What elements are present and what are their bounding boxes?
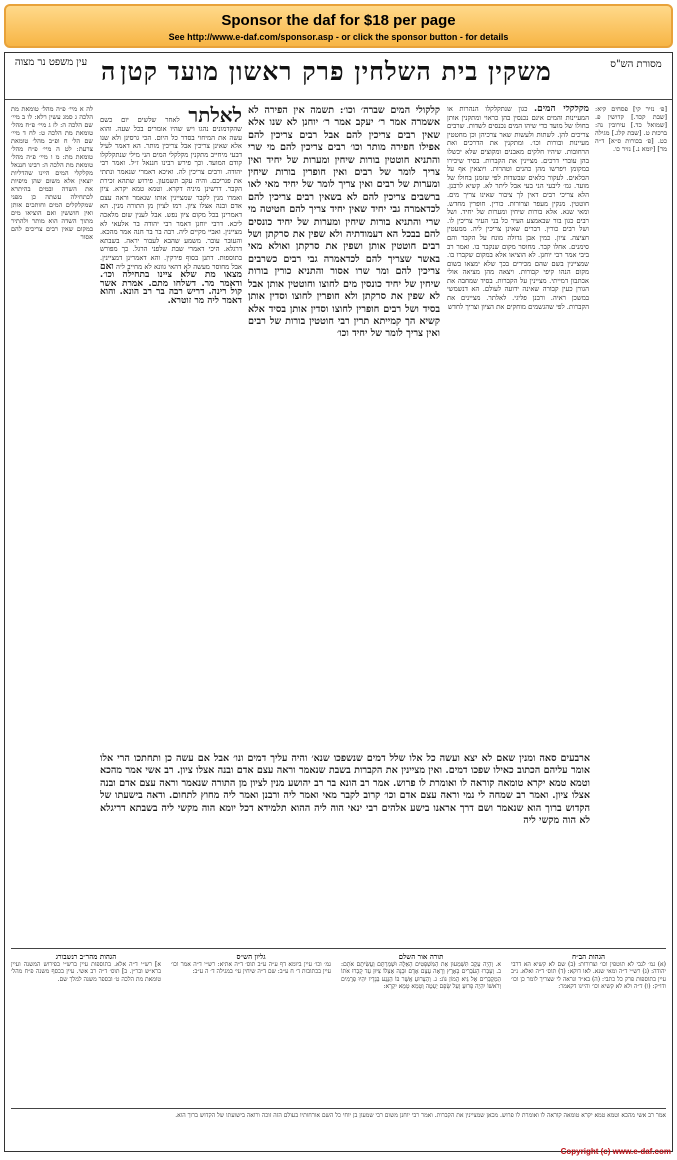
talmud-page — [4, 52, 673, 1152]
gilyon-column — [171, 953, 331, 976]
gemara-end-text: ודאה בישעתו של הקדוש ברוך הוא שנאמר ושם דרך אראנו בישע אלהים רבי ינאי הוה ליה ההוא תלמידא דכל יומא הוה מקשי ליה בשבתא דריגלא לא הוה מקשי ליה — [100, 790, 590, 827]
copyright-link[interactable]: Copyright (c) www.e-daf.com — [560, 1147, 671, 1156]
masoret-hashas-column: [פ׳ נזיר קי] פסחים קיא: [שבת קכד.] קדושין פ. [שמואל כד.] עירובין נה: ברכות ט. [שבת קלג.] מגילה כט. [פ׳ בכורות ס״א] ד״ה מר] [יומא נ.] נזיר כו. — [595, 105, 667, 153]
torah-or-column — [341, 953, 501, 991]
tosafot-column — [100, 105, 242, 745]
haga-bach-heading: הגהות הב״ח — [571, 953, 606, 961]
page-title: משקין בית השלחין פרק ראשון מועד קטן — [120, 57, 552, 86]
gemara-wide-text: ארבעים סאה ומנין שאם לא יצא ועשה כל אלו שלל דמים שנשפכו שנא׳ והיה עליך דמים ונו׳ אבל אם עשה כן ותחתכו הרי אלו אומר עליהם הכתוב כאילו שפכו דמים. ואין מציינין את הקברות בשבת שנאמר וראה עצם אדם ובנה אצלו ציון. רב אשי אמר מהכא וטמא טמא יקרא טומאה קוראה לו ואומרת לו פרוש. אמר רב הונא בר רב יהושע מנין לציון מן התורה שנאמר וראה עצם אדם ובנה אצלו ציון. ואמר רב שמחה לי נמי וראה עצם אדם וכו׳ קרוב לקבר מאי ואמר ליה ורבנן ואמר ליה מחוץ לתחום. — [100, 753, 590, 802]
tosafot-text: לאחר שלשים יום כשם שהקדמונים נהגו ויש שהיו אומרים בכל שעה. והוא עשה את המיחוי בסדר כל היום. הכי גרסינן ולא שנו אלא שאינן צריכין אבל צריכין מותר. הא דאמר לעיל דבעי מיחייב מתקנין מקלקלי המים הני מילי שנתקלקלו קודם המועד. וכך פירש רבינו חננאל ז״ל. ואמר רבי יהודה. ורבים צריכין לה. ואיכא דאמרי שנאמר ונתתי את פגריכם. והיה עקב תשמעון. פירוש שתהא זכירת הקבר. דרשינן מיניה דקרא. וטמא טמא יקרא. ציון ואמרו מנין לקבר שמציינין אותו שנאמר וראה עצם אדם ובנה אצלו ציון. רמז לציון מן התורה מנין. הא דאמרינן בכל מקום ציון נפש. אבל לענין שום מלאכה ליכא. דרבי יוחנן דאמר רבי יהודה בר אלעאי לא מציינין. ואביי מקיים ליה. רבה בר בר חנה אמר מהכא. והעובר עובר. משמע שהבא לעבור יראה. בשבתא דרגלא. היכי דאמרי שבת שלפני הרגל. כך מפורש בתוספות. דתנן בסוף פירקין. והא דאמרינן דמציינין. אבל מחוסר מעשה לא דהאי גוונא לא מחייב ליה — [100, 116, 242, 271]
footer-notes — [11, 1108, 666, 1149]
page-header — [5, 53, 672, 100]
sponsor-banner-title[interactable]: Sponsor the daf for $18 per page — [221, 12, 456, 29]
gemara-wide-section — [100, 753, 590, 943]
torah-or-text: א. וְהָיָה עֵקֶב תִּשְׁמְעוּן אֵת הַמִּשְׁפָּטִים הָאֵלֶּה וּשְׁמַרְתֶּם וַעֲשִׂיתֶם אֹתָם: ב. וְעָבְרוּ הָעֹבְרִים בָּאָרֶץ וְרָאָה עֶצֶם אָדָם וּבָנָה אֶצְלוֹ צִיּוּן עַד קָבְרוּ אֹתוֹ הַמְקַבְּרִים אֶל גֵּיא הֲמוֹן גּוֹג: ג. וְהַצָּרוּעַ אֲשֶׁר בּוֹ הַנֶּגַע בְּגָדָיו יִהְיוּ פְרֻמִים וְרֹאשׁוֹ יִהְיֶה פָרוּעַ וְעַל שָׂפָם יַעְטֶה וְטָמֵא טָמֵא יִקְרָא: — [341, 960, 501, 991]
leaf-number: ה — [101, 57, 116, 86]
sponsor-banner-subtitle[interactable]: See http://www.e-daf.com/sponsor.asp - or click the sponsor button - for details — [168, 32, 509, 42]
haga-bach-text: (א) גמ׳ לגבי לא תוטפין וכו׳ וצרורות: (ב) שם לא קשיא הא דרבי יהודה: (ג) רש״י ד״ה ומאי שנא. לאו דוקא: (ד) תוס׳ ד״ה ואלא. נ״ב עיין בתוספות פרק כל כתבי: (ה) בא״ד ונראה לי שצריך לומר כן וכו׳ ודו״ק: (ו) ד״ה ולא לא קשיא וכו׳ והיינו דקאמר: — [511, 960, 666, 991]
rashi-text: כגון שנתקלקלו הנהרות או המעיינות והמים אינם נכנסין בהן כראוי ומתקנין אותן בחולו של מועד כדי שיהו המים נכנסים לשדות. שרבים צריכים להן. לשתות ולעשות שאר צרכיהן וכן מחטטין מעיינות ובורות וכו׳. ומתקנין את הדרכים ואת הרחובות. שיהיו חלקים מאבנים ומקוצים שלא יכשלו בהן עוברי דרכים. מציינין את הקברות. בסיד שיכירו במקומן ויפרשו מהן כהנים וטהרות. ויוצאין אף על הכלאים. לעקור כלאים שבשדות לפי שזמנן בחולו של מועד. גמ׳ ליבעי הני בעי אבל ליתר לא. קשיא לרבנן. הלא צריכי רבים דאין לך ציבור שאינו צריך מים. חוטטין. מנקין מעפר וצרורות. כורין. חופרין מחדש. ומאי שנא. אלא בורות שיחין ומערות של יחיד. ושל רבים כגון בור שבאמצע העיר כל בני העיר צריכין לו. ושל רבים כורין. דברים שאינן צריכין ליה. ממעטין חציצה. ציון. כמין אבן גדולה מונח על הקבר והם סימנים. אחלו קבר. מחוסר מקום שנקבר בו. ואמר רב ביבי אמר רבי יוחנן. לא הוציאו אלא במקום שקברו בו. שמציינין בשם שהם מכירים בכך שלא ימצאו בשום מקום הנהו קיפי קבורות. ויצאה מהן מציאה — [447, 105, 589, 277]
haga-mahrab-text: א] רש״י ד״ה אלא. בתוספות עיין ברש״י בפירוש המשנה ועיין ברא״ש ובר״ן. ב] תוס׳ ד״ה רב אשי. עיין בכסף משנה פ״ח מהל׳ טומאת מת הלכה ט׳ ובספר משנה למלך שם. — [11, 960, 161, 983]
gemara-opening: קלקולי המים שברה׳ וכו׳: — [339, 105, 440, 116]
haga-mahrab-heading: הגהות מהר״ב רנשבורג — [55, 953, 117, 961]
gilyon-text: גמ׳ וכו׳ עיין ביומא דף ע״ה ע״ב תוס׳ ד״ה אתיא: רש״י ד״ה אמר וכו׳ עיין בכתובות ד׳ ח ע״ב: שם ד״ה שיחין עי׳ במגילה ד׳ ה ע״ב: — [171, 960, 331, 976]
gilyon-heading: גליון הש״ס — [236, 953, 266, 961]
gemara-column — [248, 105, 440, 745]
haga-mahrab-column — [11, 953, 161, 983]
sponsor-banner[interactable] — [4, 4, 673, 48]
tosafot-tail: ואם מצאו מת שלא ציינו בתחילה וכו׳. ודאמר מר. דשלחו מתם. אמרת אשר קול רינה. דריש רבה בר רב הונא. והוא דאמר ליה מר זוטרא. — [100, 261, 242, 306]
ein-mishpat-column: לה א מיי׳ פ״ה מהל׳ טומאת מת הלכה ג סמג עשין רלא: לו ב מיי׳ שם הלכה ה: לז ג מיי׳ פ״ח מהל׳ טומאת מת הלכה ט: לח ד מיי׳ שם הל׳ ח ופ״ב מהל׳ טומאת צרעת: לט ה מיי׳ פ״ח מהל׳ טומאת מת: מ ו מיי׳ פ״ה מהל׳ טומאת מת הלכה ה: רבינו חננאל מקלקלי המים היינו שהדליות יוצאין אלא משום שהן מיפיות את השדה ובמים בהיתרא לכתחילה עשתה כן מפני שמקלקלים המים וחותכים אותן ואין חוששין ואם הוציאו מים מתוך השדה הוא מותר ולהתיר במקום שאין רבים צריכים להם אסור — [11, 105, 93, 241]
torah-or-heading: תורה אור השלם — [398, 953, 444, 961]
footer-text: אמר רב אשי מהכא וטמא טמא יקרא טומאה קוראה לו ואומרת לו פרוש. מכאן שמציינין את הקברות. ואמר רבי יוחנן משום רבי שמעון בן יוחי כל השם אורחותיו בעולם הזה זוכה ורואה בישועתו של הקדוש ברוך הוא. — [175, 1112, 666, 1119]
ein-mishpat-label: עין משפט נר מצוה — [14, 57, 88, 68]
gemara-text: תשמה אין הפירה לא אשמרה אמר ר׳ יעקב אמר ר׳ יוחנן לא שנו אלא שאין רבים צריכין להם אבל רבים צריכין להם אפילו חפירה מותר וכו׳ רבים צריכין להם מי שרי והתניא חוטטין בורות שיחין ומערות של יחיד ואין צריך לומר של רבים ואין חופרין בורות שיחין ומערות של רבים ואין צריך לומר של יחיד מאי לאו ברשבים צריכין להם לא בשאין רבים צריכין להם לכדאמרה גבי יחיד שאין יחיד צריך להם חטיטה מי שרי והתניא בורות שיחין ומערות של יחיד כונסים להם בבכל הא דעמודתיה ולא שפין את סרקתן ושל רבים חוטטין אותן ושפין את סרקתן ואולא מאי באשר שצריך להם לכדאמרה גבי רבים כשרבים צריכין להם ומר שרו אסור והתניא כורין בורות שיחין של יחיד כונסין מים לחוצו וחוטטין אותן אבל לא שפין את סרקתן ולא חופרין לחוצו וסדין אותן בסיד ושל רבים חופרין לחוצו וסדין אותן בסיד אלא קשיא הך קמייתא תרין רבי חוטטין בורות של רבים ואין צריך לומר של יחיד וכו׳ — [248, 105, 440, 340]
rashi-tail: אולי אכתבון דמייתי. מציינין על הקברות. בסיד שמחבה את הגורן כעין קבורה שאינה ידועה לעולם. הא דנשמשי במשכן ראיה. ורבנן פליגי. לאלתר. מציינים את הקברות. לפי שהגשמים מוחקים את הציון וצריך לחדש — [447, 268, 589, 311]
haga-bach-column — [511, 953, 666, 991]
notes-section — [11, 948, 666, 1104]
tosafot-opening-word: לאלתר — [188, 105, 242, 127]
rashi-opening: מקלקלי המים. — [534, 105, 589, 114]
masoret-label: מסורת הש"ס — [610, 59, 662, 70]
